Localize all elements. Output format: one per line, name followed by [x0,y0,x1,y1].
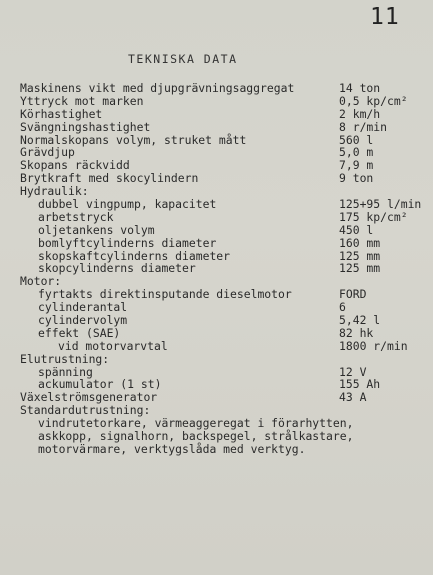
section-heading-motor: Motor: [20,274,62,289]
spec-label: vid motorvarvtal [58,338,168,353]
spec-label: oljetankens volym [38,222,155,237]
spec-label: dubbel vingpump, kapacitet [38,197,217,212]
spec-row [20,237,433,250]
spec-label: ackumulator (1 st) [38,377,162,392]
spec-row [20,198,433,211]
spec-value: 1800 r/min [339,338,408,353]
spec-value: 125 mm [339,248,381,263]
spec-value: 12 V [339,364,367,379]
spec-label: Skopans räckvidd [20,158,130,173]
section-heading-standardutrustning: Standardutrustning: [20,403,151,418]
spec-label: Brytkraft med skocylindern [20,171,199,186]
spec-label: Växelströmsgenerator [20,390,158,405]
spec-row [20,82,433,95]
spec-value: 2 km/h [339,106,381,121]
spec-label: skopskaftcylinderns diameter [38,248,231,263]
spec-value: 0,5 kp/cm² [339,93,408,108]
spec-label: skopcylinderns diameter [38,261,196,276]
spec-label: Yttryck mot marken [20,93,144,108]
spec-row [20,327,433,340]
spec-label: cylindervolym [38,313,128,328]
spec-value: 6 [339,300,346,315]
spec-value: 155 Ah [339,377,381,392]
spec-label: arbetstryck [38,209,114,224]
section-heading-elutrustning: Elutrustning: [20,351,110,366]
spec-row [20,121,433,134]
spec-label: bomlyftcylinderns diameter [38,235,217,250]
spec-label: Grävdjup [20,145,75,160]
spec-value: 8 r/min [339,119,388,134]
equipment-text: motorvärmare, verktygslåda med verktyg. [38,441,306,456]
spec-value: 125 mm [339,261,381,276]
spec-value: 9 ton [339,171,374,186]
spec-value: FORD [339,287,367,302]
spec-label: fyrtakts direktinsputande dieselmotor [38,287,292,302]
spec-label: Normalskopans volym, struket mått [20,132,247,147]
spec-value: 43 A [339,390,367,405]
spec-label: Körhastighet [20,106,103,121]
spec-row [20,108,433,121]
page-title: TEKNISKA DATA [128,52,238,66]
spec-label: cylinderantal [38,300,128,315]
spec-value: 5,42 l [339,313,381,328]
spec-label: effekt (SAE) [38,325,121,340]
equipment-text: askkopp, signalhorn, backspegel, strålkastare, [38,429,354,444]
spec-value: 125+95 l/min [339,197,422,212]
spec-label: Svängningshastighet [20,119,151,134]
equipment-text: vindrutetorkare, värmeaggeregat i förarhytten, [38,416,354,431]
spec-value: 450 l [339,222,374,237]
spec-value: 7,9 m [339,158,374,173]
spec-section-heading [20,353,433,366]
spec-value: 175 kp/cm² [339,209,408,224]
page-number: 11 [370,4,400,30]
spec-value: 14 ton [339,81,381,95]
standard-equipment-line [20,430,433,443]
spec-row [20,314,433,327]
spec-value: 160 mm [339,235,381,250]
spec-row [20,340,433,353]
spec-value: 82 hk [339,325,374,340]
spec-row [20,211,433,224]
section-heading-hydraulik: Hydraulik: [20,184,89,199]
spec-row [20,95,433,108]
spec-label: Maskinens vikt med djupgrävningsaggregat [20,81,295,95]
spec-row [20,262,433,275]
spec-value: 560 l [339,132,374,147]
spec-row [20,224,433,237]
spec-label: spänning [38,364,93,379]
spec-list [20,82,433,456]
standard-equipment-line [20,443,433,456]
spec-value: 5,0 m [339,145,374,160]
